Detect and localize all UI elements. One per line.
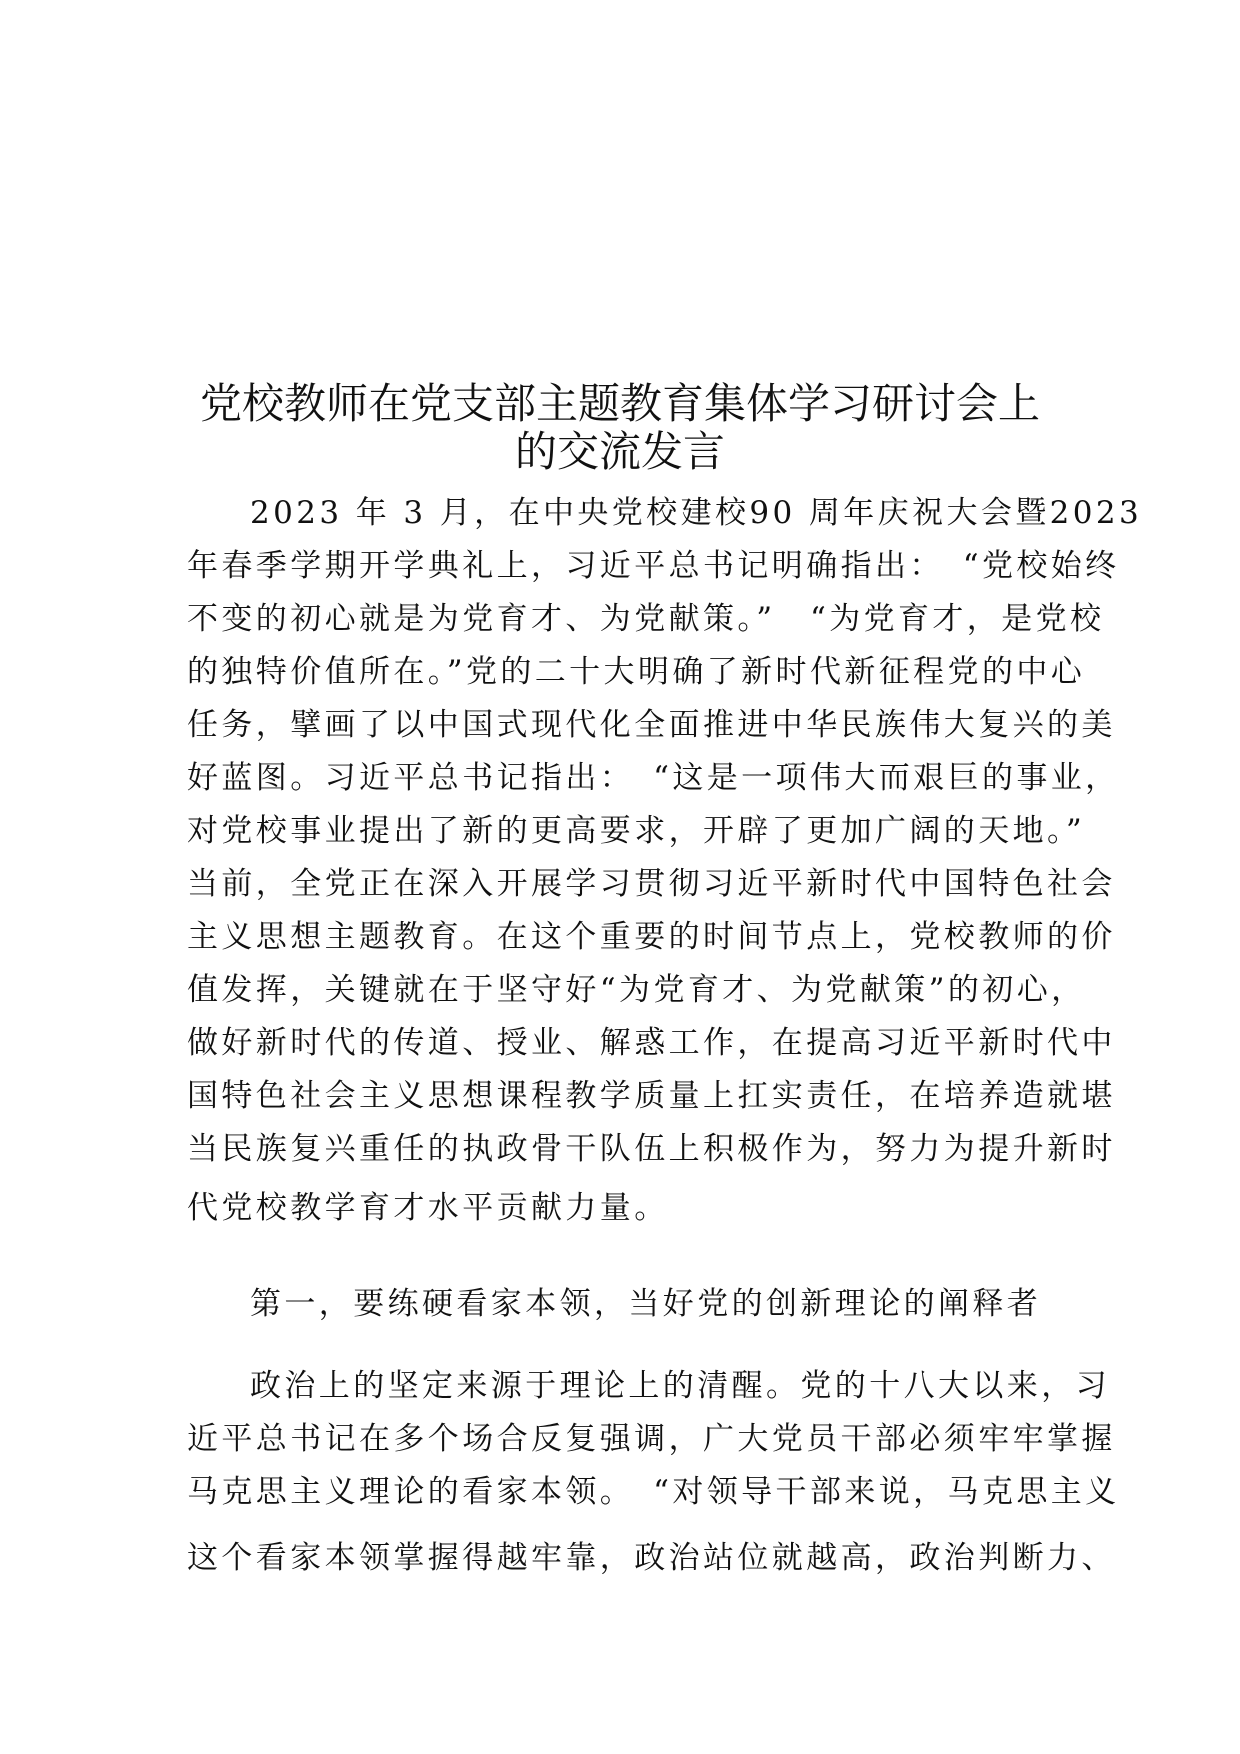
paragraph-line: 近平总书记在多个场合反复强调，广大党员干部必须牢牢掌握 bbox=[187, 1421, 1116, 1457]
paragraph-line: 年春季学期开学典礼上，习近平总书记明确指出： “党校始终 bbox=[187, 548, 1120, 584]
paragraph-line: 当民族复兴重任的执政骨干队伍上积极作为，努力为提升新时 bbox=[187, 1131, 1116, 1167]
paragraph-line: 这个看家本领掌握得越牢靠，政治站位就越高，政治判断力、 bbox=[187, 1540, 1116, 1576]
paragraph-line: 代党校教学育才水平贡献力量。 bbox=[187, 1190, 669, 1226]
paragraph-line: 不变的初心就是为党育才、为党献策。” “为党育才，是党校 bbox=[187, 601, 1105, 637]
paragraph-line: 做好新时代的传道、授业、解惑工作，在提高习近平新时代中 bbox=[187, 1025, 1116, 1061]
paragraph-line: 好蓝图。习近平总书记指出： “这是一项伟大而艰巨的事业， bbox=[187, 760, 1120, 796]
paragraph-line: 值发挥，关键就在于坚守好“为党育才、为党献策”的初心， bbox=[187, 972, 1086, 1008]
paragraph-line: 任务，擘画了以中国式现代化全面推进中华民族伟大复兴的美 bbox=[187, 707, 1116, 743]
section-heading: 第一，要练硬看家本领，当好党的创新理论的阐释者 bbox=[250, 1286, 1042, 1322]
title-line-2: 的交流发言 bbox=[514, 427, 725, 476]
document-title bbox=[160, 380, 1080, 476]
paragraph-line: 马克思主义理论的看家本领。 “对领导干部来说，马克思主义 bbox=[187, 1474, 1120, 1510]
title-line-1: 党校教师在党支部主题教育集体学习研讨会上 bbox=[199, 379, 1040, 428]
paragraph-line: 的独特价值所在。”党的二十大明确了新时代新征程党的中心 bbox=[187, 654, 1086, 690]
paragraph-line: 对党校事业提出了新的更高要求，开辟了更加广阔的天地。” bbox=[187, 813, 1086, 849]
paragraph-line: 政治上的坚定来源于理论上的清醒。党的十八大以来，习 bbox=[250, 1368, 1110, 1404]
paragraph-line: 2023 年 3 月，在中央党校建校90 周年庆祝大会暨2023 bbox=[250, 495, 1143, 531]
paragraph-line: 主义思想主题教育。在这个重要的时间节点上，党校教师的价 bbox=[187, 919, 1116, 955]
paragraph-line: 国特色社会主义思想课程教学质量上扛实责任，在培养造就堪 bbox=[187, 1078, 1116, 1114]
paragraph-line: 当前，全党正在深入开展学习贯彻习近平新时代中国特色社会 bbox=[187, 866, 1116, 902]
